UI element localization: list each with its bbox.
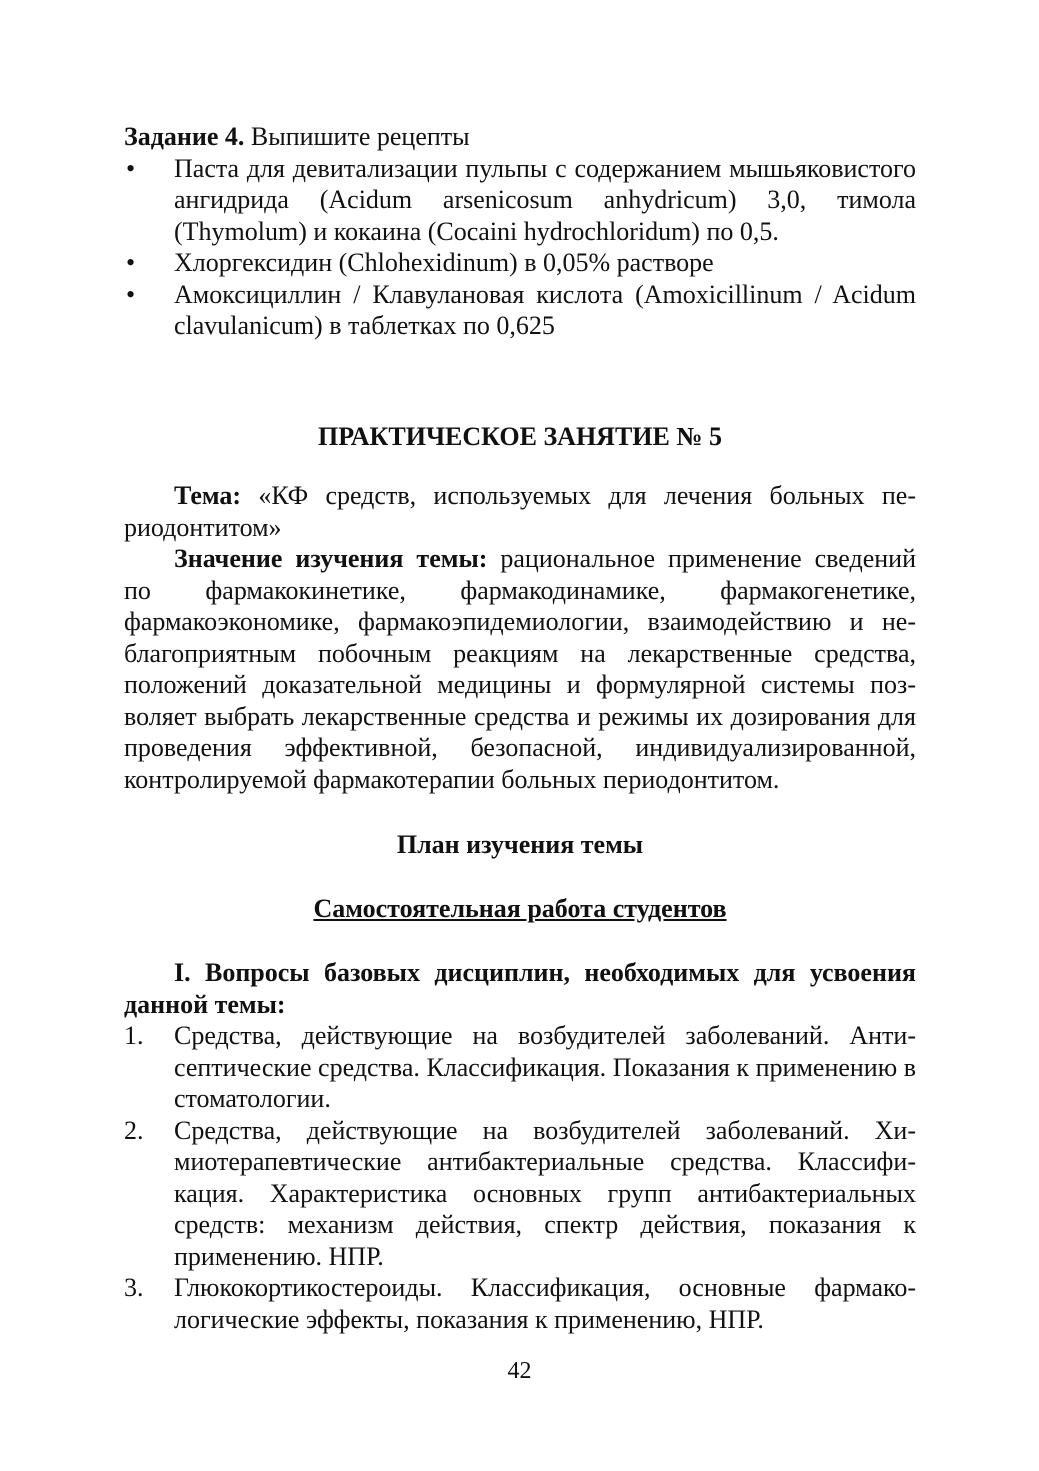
significance-label: Значение изучения темы:: [174, 544, 488, 573]
topic-paragraph: [124, 480, 916, 543]
plan-title: План изучения темы: [396, 830, 644, 859]
prescription-item: [124, 153, 916, 248]
task4-heading: [124, 121, 916, 153]
independent-work-title: Самостоятельная работа студентов: [313, 893, 727, 923]
significance-text: рациональное применение сведений по фармакокинетике, фармакодинамике, фармакогенетике, фармакоэкономике, фармакоэпидемиологии, взаимодействию и неблагоприятным побочным реакциям на лекарственные средства, положений доказательной медицины и формулярной системы позволяет выбрать лекарственные средства и режимы их дозирования для проведения эффективной, безопасной, индивидуализированной, контролируемой фармакотерапии больных периодонтитом.: [124, 544, 916, 794]
task4-text: Выпишите рецепты: [244, 122, 470, 151]
prescription-text: Паста для девитализации пульпы с содержанием мышьяковистого ангидрида (Acidum arsenicosum anhydricum) 3,0, тимола (Thymolum) и кокаина (Cocaini hydrochloridum) по 0,5.: [174, 153, 916, 246]
prescription-item: [124, 247, 916, 279]
prescription-text: Хлоргексидин (Chlohexidinum) в 0,05% растворе: [174, 248, 714, 277]
lesson-title: ПРАКТИЧЕСКОЕ ЗАНЯТИЕ № 5: [318, 421, 722, 451]
prescription-text: Амоксициллин / Клавулановая кислота (Amoxicillinum / Acidum clavulanicum) в таблетках по 0,625: [174, 279, 916, 340]
question-number: 2.: [124, 1115, 144, 1145]
topic-label: Тема:: [174, 481, 242, 510]
task4-label: Задание 4.: [124, 122, 245, 151]
topic-text: «КФ средств, используемых для лечения больных периодонтитом»: [124, 481, 916, 542]
prescription-item: [124, 279, 916, 342]
bullet-marker: •: [126, 248, 136, 277]
question-text: Средства, действующие на возбудителей заболеваний. Антисептические средства. Классификация. Показания к применению в стоматологии.: [174, 1021, 916, 1113]
task4-prescription-list: [124, 153, 916, 342]
questions-list: [124, 1020, 916, 1335]
questions-heading: I. Вопросы базовых дисциплин, необходимых для усвоения данной темы:: [124, 958, 916, 1019]
question-item: [124, 1272, 916, 1335]
question-item: [124, 1020, 916, 1115]
question-number: 1.: [124, 1021, 144, 1050]
question-number: 3.: [124, 1273, 144, 1302]
page-content: [124, 121, 916, 1335]
question-text: Средства, действующие на возбудителей заболеваний. Химиотерапевтические антибактериальные средства. Классификация. Характеристика основных групп антибактериальных средств: механизм действия, спектр действия, показания к применению. НПР.: [174, 1115, 916, 1271]
page-number: 42: [507, 1358, 532, 1384]
question-item: [124, 1115, 916, 1273]
question-text: Глюкокортикостероиды. Классификация, основные фармакологические эффекты, показания к применению, НПР.: [174, 1273, 916, 1334]
bullet-marker: •: [126, 153, 136, 183]
bullet-marker: •: [126, 279, 136, 309]
significance-paragraph: [124, 543, 916, 795]
